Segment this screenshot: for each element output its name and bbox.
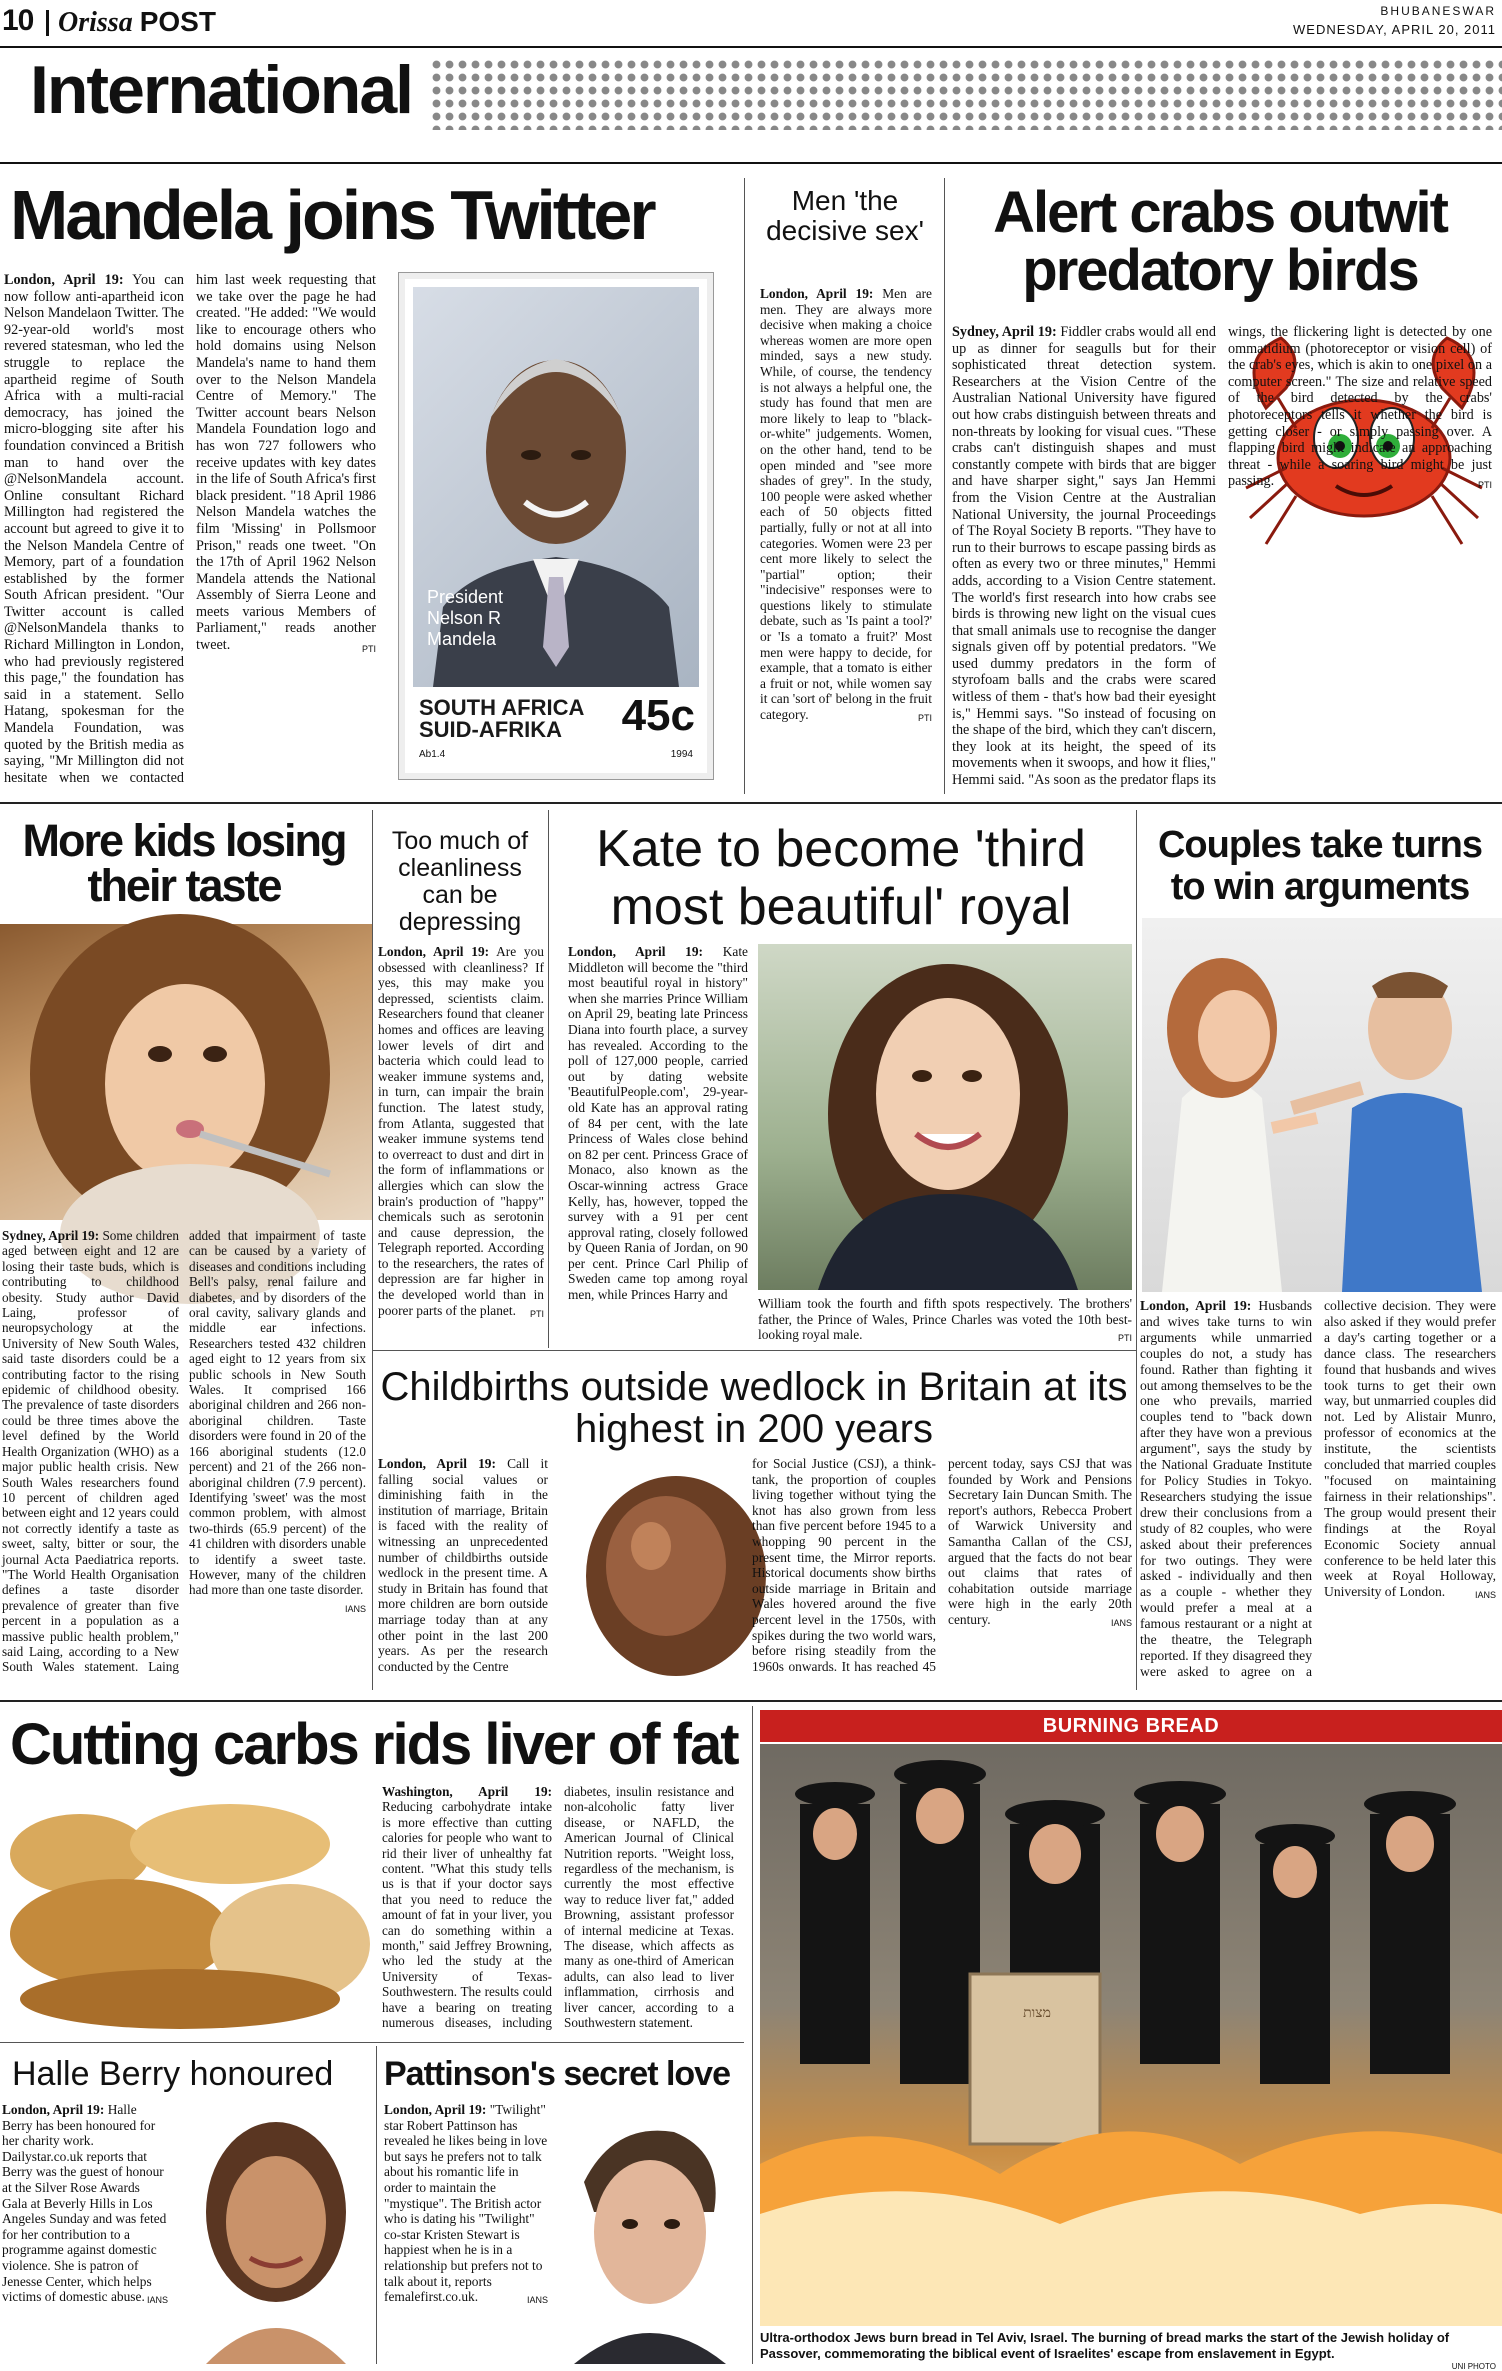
bread-burning-scene: [760, 1744, 1502, 2326]
masthead-rule: [0, 46, 1502, 48]
pattinson-portrait: [554, 2102, 744, 2364]
stamp-caption: [427, 587, 503, 650]
city: BHUBANESWAR: [1380, 4, 1496, 18]
paper-name-post: POST: [139, 6, 216, 37]
wedlock-photo: [556, 1456, 746, 1682]
pattinson-article: [384, 2102, 548, 2364]
stamp-caption-line3: Mandela: [427, 629, 497, 649]
men-agency: PTI: [917, 713, 932, 724]
stamp-country-line1: SOUTH AFRICA: [419, 695, 585, 720]
pattinson-agency: IANS: [526, 2295, 548, 2306]
men-article: [760, 286, 932, 794]
wedlock-article-b: [752, 1456, 1132, 1682]
pattinson-photo: [554, 2102, 744, 2364]
kids-headline: More kids losing their taste: [22, 815, 346, 911]
kate-dateline: London, April 19:: [568, 944, 704, 959]
mandela-stamp: [398, 272, 714, 780]
berry-body: Halle Berry has been honoured for her charity work. Dailystar.co.uk reports that Berry was the guest of honour at the Silver Rose Awards Gala at Beverly Hills in Los Angeles Sunday and was feted for her contribution to a programme against domestic violence. She is patron of Jenesse Center, which helps victims of domestic abuse.: [2, 2102, 167, 2305]
bread-banner: BURNING BREAD: [760, 1710, 1502, 1742]
couples-body: Husbands and wives take turns to win arguments while unmarried couples do not, a study has found. Rather than fighting it out among themselves to be the one who prevails, married couples tend to "back down after they have won a previous argument", says the study by the National Graduate Institute for Policy Studies in Tokyo. Researchers studying the issue drew their conclusions from a study of 82 couples, who were asked about their preferences for two outings. They were asked - individually and then as a couple - whether they would prefer a meal at a famous restaurant or a night at the theatre, the Telegraph reported. If they disagreed they were asked to agree on a collective decision. They were also asked if they would prefer a day's carting together or a dance class. The researchers found that husbands and wives took turns to get their own way, but unmarried couples did not. Led by Alistair Munro, professor of economics at the institute, the scientists concluded that married couples "focused on maintaining fairness in their relationships". The group would present their findings at the Royal Economic Society annual conference to be held later this week at Royal Holloway, University of London.: [1140, 1298, 1496, 1679]
child-eating: [0, 924, 372, 1220]
clean-dateline: London, April 19:: [378, 944, 490, 959]
berry-dateline: London, April 19:: [2, 2102, 105, 2117]
stamp-value: 45c: [621, 691, 695, 740]
divider-pattinson: [376, 2046, 377, 2364]
couples-article: [1140, 1298, 1496, 1682]
pregnant-belly: [556, 1456, 746, 1682]
berry-top-rule: [0, 2042, 744, 2043]
crabs-headline: Alert crabs outwit predatory birds: [993, 180, 1447, 303]
date: WEDNESDAY, APRIL 20, 2011: [1293, 22, 1496, 37]
carbs-photo: [0, 1784, 372, 2032]
pattinson-body: "Twilight" star Robert Pattinson has revealed he likes being in love but says he prefers not to talk about his romantic life in order to maintain the "mystique". The British actor who is dating his "Twilight" co-star Kristen Stewart is happiest when he is in a relationship but prefers not to talk about it, reports femalefirst.co.uk.: [384, 2102, 548, 2305]
paper-name: [58, 6, 216, 39]
section-rule: [0, 162, 1502, 164]
paper-name-orissa: Orissa: [58, 7, 133, 38]
divider-crabs: [944, 178, 945, 794]
stamp-caption-line1: President: [427, 587, 504, 607]
mandela-article: [4, 272, 376, 792]
pattinson-dateline: London, April 19:: [384, 2102, 487, 2117]
couples-photo: [1142, 918, 1502, 1292]
divider-kate: [548, 810, 549, 1348]
divider-clean: [372, 810, 373, 1690]
clean-headline: Too much of cleanliness can be depressing: [391, 827, 529, 936]
men-body: Men are men. They are always more decisive when making a choice whereas women are more open minded, says a new study. While, of course, the tendency is not always a helpful one, the study has found that men are more likely to leap to "black-or-white" judgements. Women, on the other hand, tend to be open minded and "see more shades of grey". In the study, 100 people were asked whether each of 50 objects fitted partially, fully or not at all into categories. Women were 23 per cent more likely to select the "partial" option; their "indecisive" responses were to questions likely to stimulate debate, such as 'Is paint a tool?' or 'Is a tomato a fruit?' Most men were happy to decide, for example, that a tomato is either a fruit or not, while women say it can 'sort of' belong in the fruit category.: [760, 286, 932, 723]
crabs-article: [952, 324, 1492, 794]
crabs-body: Fiddler crabs would all end up as dinner for seagulls but for their sophisticated threat detection system. Researchers at the Vision Centre of the Australian National University have figured out how crabs distinguish between threats and non-threats by looking for visual cues. "These crabs can't distinguish shapes and must constantly compete with birds that are bigger and have sharper sight," says Jan Hemmi from the Vision Centre at the Australian National University, the journal Proceedings of The Royal Society B reports. "They have to run to their burrows to escape passing birds as often as every two or three minutes," Hemmi adds, according to a Vision Centre statement. The world's first research into how crabs see birds is throwing new light on the visual cues that small animals use to recognise the danger signals given off by potential predators. "We used dummy predators in the form of styrofoam balls and the crabs were scared witless of them - that's how bad their eyesight is," Hemmi says. "So instead of focusing on the shape of the bird, which they can't discern, they look at its height, the speed of its movements when it swoops, and how it flies," Hemmi said. "As soon as the predator flaps its wings, the flickering light is detected by one ommatidium (photoreceptor or vision cell) of the crab's eyes, which is akin to one pixel on a computer screen." The size and relative speed of the bird detected by the crabs' photoreceptors tells it whether the bird is getting closer - or simply passing over. A flapping bird might indicate an approaching threat - while a soaring bird might be just passing.: [952, 324, 1492, 789]
clean-agency: PTI: [529, 1308, 544, 1319]
kids-article: [2, 1228, 366, 1680]
bread-caption: Ultra-orthodox Jews burn bread in Tel Aviv, Israel. The burning of bread marks the start of the Jewish holiday of Passover, commemorating the biblical event of Israelites' escape from enslavement in Egypt.: [760, 2330, 1450, 2361]
bread-credit: UNI PHOTO: [1451, 2362, 1496, 2371]
kate-article-cont: [758, 1296, 1132, 1342]
stamp-year: 1994: [670, 749, 693, 760]
kate-body-tail: William took the fourth and fifth spots respectively. The brothers' father, the Prince of Wales, Prince Charles was voted the 10th best-looking royal male.: [758, 1296, 1132, 1343]
bread-box-text: מצות: [1023, 2006, 1051, 2021]
carbs-body: Reducing carbohydrate intake is more effective than cutting calories for people who want to rid their liver of unhealthy fat content. "What this study tells us is that if your doctor says that you need to reduce the amount of fat in your liver, you can do something within a month," said Jeffrey Browning, who led the study at the University of Texas-Southwestern. The results could have a bearing on treating numerous diseases, including diabetes, insulin resistance and non-alcoholic fatty liver disease, or NAFLD, the American Journal of Clinical Nutrition reports. "Weight loss, regardless of the mechanism, is currently the most effective way to reduce liver fat," added Browning, assistant professor of internal medicine at Texas. The disease, which affects as many as one-third of American adults, can also lead to liver inflammation, cirrhosis and liver cancer, according to a Southwestern statement.: [382, 1784, 734, 2031]
section-title: International: [30, 52, 413, 128]
wedlock-body-a: Call it falling social values or diminishing faith in the institution of marriage, Britain is faced with the reality of witnessing an unprecedented number of childbirths outside wedlock in the present time. A study in Britain has found that more children are born outside marriage today than at any other point in the last 200 years. As per the research conducted by the Centre: [378, 1456, 548, 1674]
couple-arguing: [1142, 918, 1502, 1292]
row-rule-2: [0, 1700, 1502, 1702]
couples-agency: IANS: [1474, 1590, 1496, 1601]
kate-photo: [758, 944, 1132, 1290]
wedlock-body-b: for Social Justice (CSJ), a think-tank, the proportion of couples living together without tying the knot has also grown from less than five percent before 1945 to a whopping 90 percent in the present time, the Mirror reports. Historical documents show births outside marriage in Britain and Wales hovered around the five percent level in the 1750s, with spikes during the two world wars, before rising steadily from the 1960s onwards. It has reached 45 percent today, says CSJ that was founded by Work and Pensions Secretary Iain Duncan Smith. The report's authors, Rebecca Probert of Warwick University and Samantha Callan of the CSJ, argued that the facts do not bear out claims that rates of cohabitation outside marriage were high in the early 20th century.: [752, 1456, 1132, 1674]
kids-dateline: Sydney, April 19:: [2, 1228, 100, 1243]
bread-loaves: [0, 1784, 372, 2032]
stamp-caption-line2: Nelson R: [427, 608, 502, 628]
berry-photo: [176, 2102, 372, 2364]
wedlock-headline: Childbirths outside wedlock in Britain at its highest in 200 years: [380, 1365, 1128, 1451]
crabs-agency: PTI: [1477, 480, 1492, 491]
berry-article: [2, 2102, 168, 2364]
kate-headline: Kate to become 'third most beautiful' royal: [596, 820, 1086, 936]
halle-berry-portrait: [176, 2102, 372, 2364]
clean-body: Are you obsessed with cleanliness? If yes, this may make you depressed, scientists claim. Researchers found that cleaner homes and offices are leaving lower levels of dirt and bacteria which could lead to weaker immune systems and, in turn, can impair the brain function. The latest study, from Atlanta, suggested that weaker immune systems tend to overreact to dust and dirt in the form of inflammations or allergies which can slow the brain's production of "happy" chemicals such as serotonin and cause depression, the Telegraph reported. According to the researchers, the rates of depression are far higher in the developed world than in poorer parts of the planet.: [378, 944, 544, 1318]
crabs-dateline: Sydney, April 19:: [952, 324, 1057, 340]
kate-agency: PTI: [1117, 1333, 1132, 1344]
mandela-headline: Mandela joins Twitter: [10, 176, 654, 254]
mandela-body: You can now follow anti-apartheid icon Nelson Mandelaon Twitter. The 92-year-old world's most revered statesman, who led the struggle to replace the apartheid regime of South Africa with a multi-racial democracy, has joined the micro-blogging site after his foundation convinced a British man to hand over the @NelsonMandela account. Online consultant Richard Millington had registered the account but agreed to give it to the Nelson Mandela Centre of Memory, part of a foundation established by the former South African president. "Our Twitter account is called @NelsonMandela thanks to Richard Millington in London, who had previously registered this page," the foundation has said in a statement. Sello Hatang, spokesman for the Mandela Foundation, was quoted by the British media as saying, "Mr Millington did not hesitate when we contacted him last week requesting that we take over the page he had created. "He added: "We would like to encourage others who hold domains using Nelson Mandela's name to hand them over to the Nelson Mandela Centre of Memory." The Twitter account bears Nelson Mandela Foundation logo and has won 727 followers who receive updates with key dates in the life of South Africa's first black president. "18 April 1986 Nelson Mandela watches the film 'Missing' in Pollsmoor Prison," reads one tweet. "On the 17th of April 1962 Nelson Mandela attends the National Assembly of Sierra Leone and meets various Members of Parliament," reads another tweet.: [4, 272, 376, 786]
divider-couples: [1136, 810, 1137, 1690]
masthead-divider: [46, 10, 49, 36]
masthead: [0, 0, 1502, 130]
divider-men: [744, 178, 745, 794]
berry-headline: Halle Berry honoured: [12, 2055, 334, 2093]
kids-photo: [0, 924, 372, 1220]
dot-pattern: [430, 58, 1502, 130]
bread-photo: [760, 1744, 1502, 2326]
wedlock-top-rule: [372, 1350, 1136, 1351]
carbs-article: [382, 1784, 734, 2032]
kate-body: Kate Middleton will become the "third most beautiful royal in history" when she marries Prince William on April 29, beating late Princess Diana into fourth place, a survey has revealed. According to the poll of 127,000 people, carried out by dating website 'BeautifulPeople.com', 29-year-old Kate has an approval rating of 84 per cent, with the late Princess of Wales close behind on 82 per cent. Princess Grace of Monaco, also known as the Oscar-winning actress Grace Kelly, has, however, topped the survey with a 91 per cent approval rating, closely followed by Queen Rania of Jordan, on 90 per cent. Prince Carl Philip of Sweden came top among royal men, while Princes Harry and: [568, 944, 748, 1303]
kids-body: Some children aged between eight and 12 are losing their taste buds, which is contributing to childhood obesity. Study author David Laing, professor of neuropsychology at the University of New South Wales, said taste disorders could be a contributing factor to the rising epidemic of childhood obesity. The prevalence of taste disorders could be three times above the level defined by the World Health Organization (WHO) as a major public health crisis. New South Wales researchers found 10 percent of children aged between eight and 12 years could not correctly identify a taste as sweet, salty, bitter or sour, the journal Acta Paediatrica reports. "The World Health Organisation defines a taste disorder prevalence of greater than five percent in a population as a massive public health problem," said Laing, according to a New South Wales statement. Laing added that impairment of taste can be caused by a variety of diseases and conditions including Bell's palsy, renal failure and diabetes, and by disorders of the oral cavity, salivary glands and middle ear infections. Researchers tested 432 children aged eight to 12 years from six public schools in New South Wales. It comprised 166 aboriginal children and 266 non-aboriginal children. Taste disorders were found in 20 of the 166 aboriginal students (12.0 percent) and 21 of the 266 non-aboriginal children (7.9 percent). Identifying 'sweet' was the most common problem, with almost two-thirds (65.9 percent) of the 41 children with disorders unable to identify a sweet taste. However, many of the children had more than one taste disorder.: [2, 1228, 366, 1675]
page-number: 10: [2, 4, 34, 37]
stamp-country-line2: SUID-AFRIKA: [419, 717, 562, 742]
stamp-frame: [413, 287, 699, 687]
kids-agency: IANS: [344, 1603, 366, 1614]
wedlock-dateline: London, April 19:: [378, 1456, 496, 1471]
couples-headline: Couples take turns to win arguments: [1157, 824, 1483, 908]
wedlock-agency: IANS: [1110, 1617, 1132, 1628]
mandela-dateline: London, April 19:: [4, 272, 124, 288]
divider-bread: [752, 1706, 753, 2364]
men-headline: Men 'the decisive sex': [766, 185, 924, 246]
couples-dateline: London, April 19:: [1140, 1298, 1252, 1313]
wedlock-article-a: [378, 1456, 548, 1682]
mandela-agency: PTI: [361, 644, 376, 655]
carbs-dateline: Washington, April 19:: [382, 1784, 552, 1799]
clean-article: [378, 944, 544, 1342]
stamp-code: Ab1.4: [419, 749, 446, 760]
row-rule-1: [0, 802, 1502, 804]
kate-portrait: [758, 944, 1132, 1290]
berry-agency: IANS: [146, 2295, 168, 2306]
pattinson-headline: Pattinson's secret love: [384, 2055, 731, 2093]
carbs-headline: Cutting carbs rids liver of fat: [10, 1712, 738, 1777]
stamp-country: [419, 697, 584, 741]
kate-article: [568, 944, 748, 1342]
men-dateline: London, April 19:: [760, 286, 874, 301]
